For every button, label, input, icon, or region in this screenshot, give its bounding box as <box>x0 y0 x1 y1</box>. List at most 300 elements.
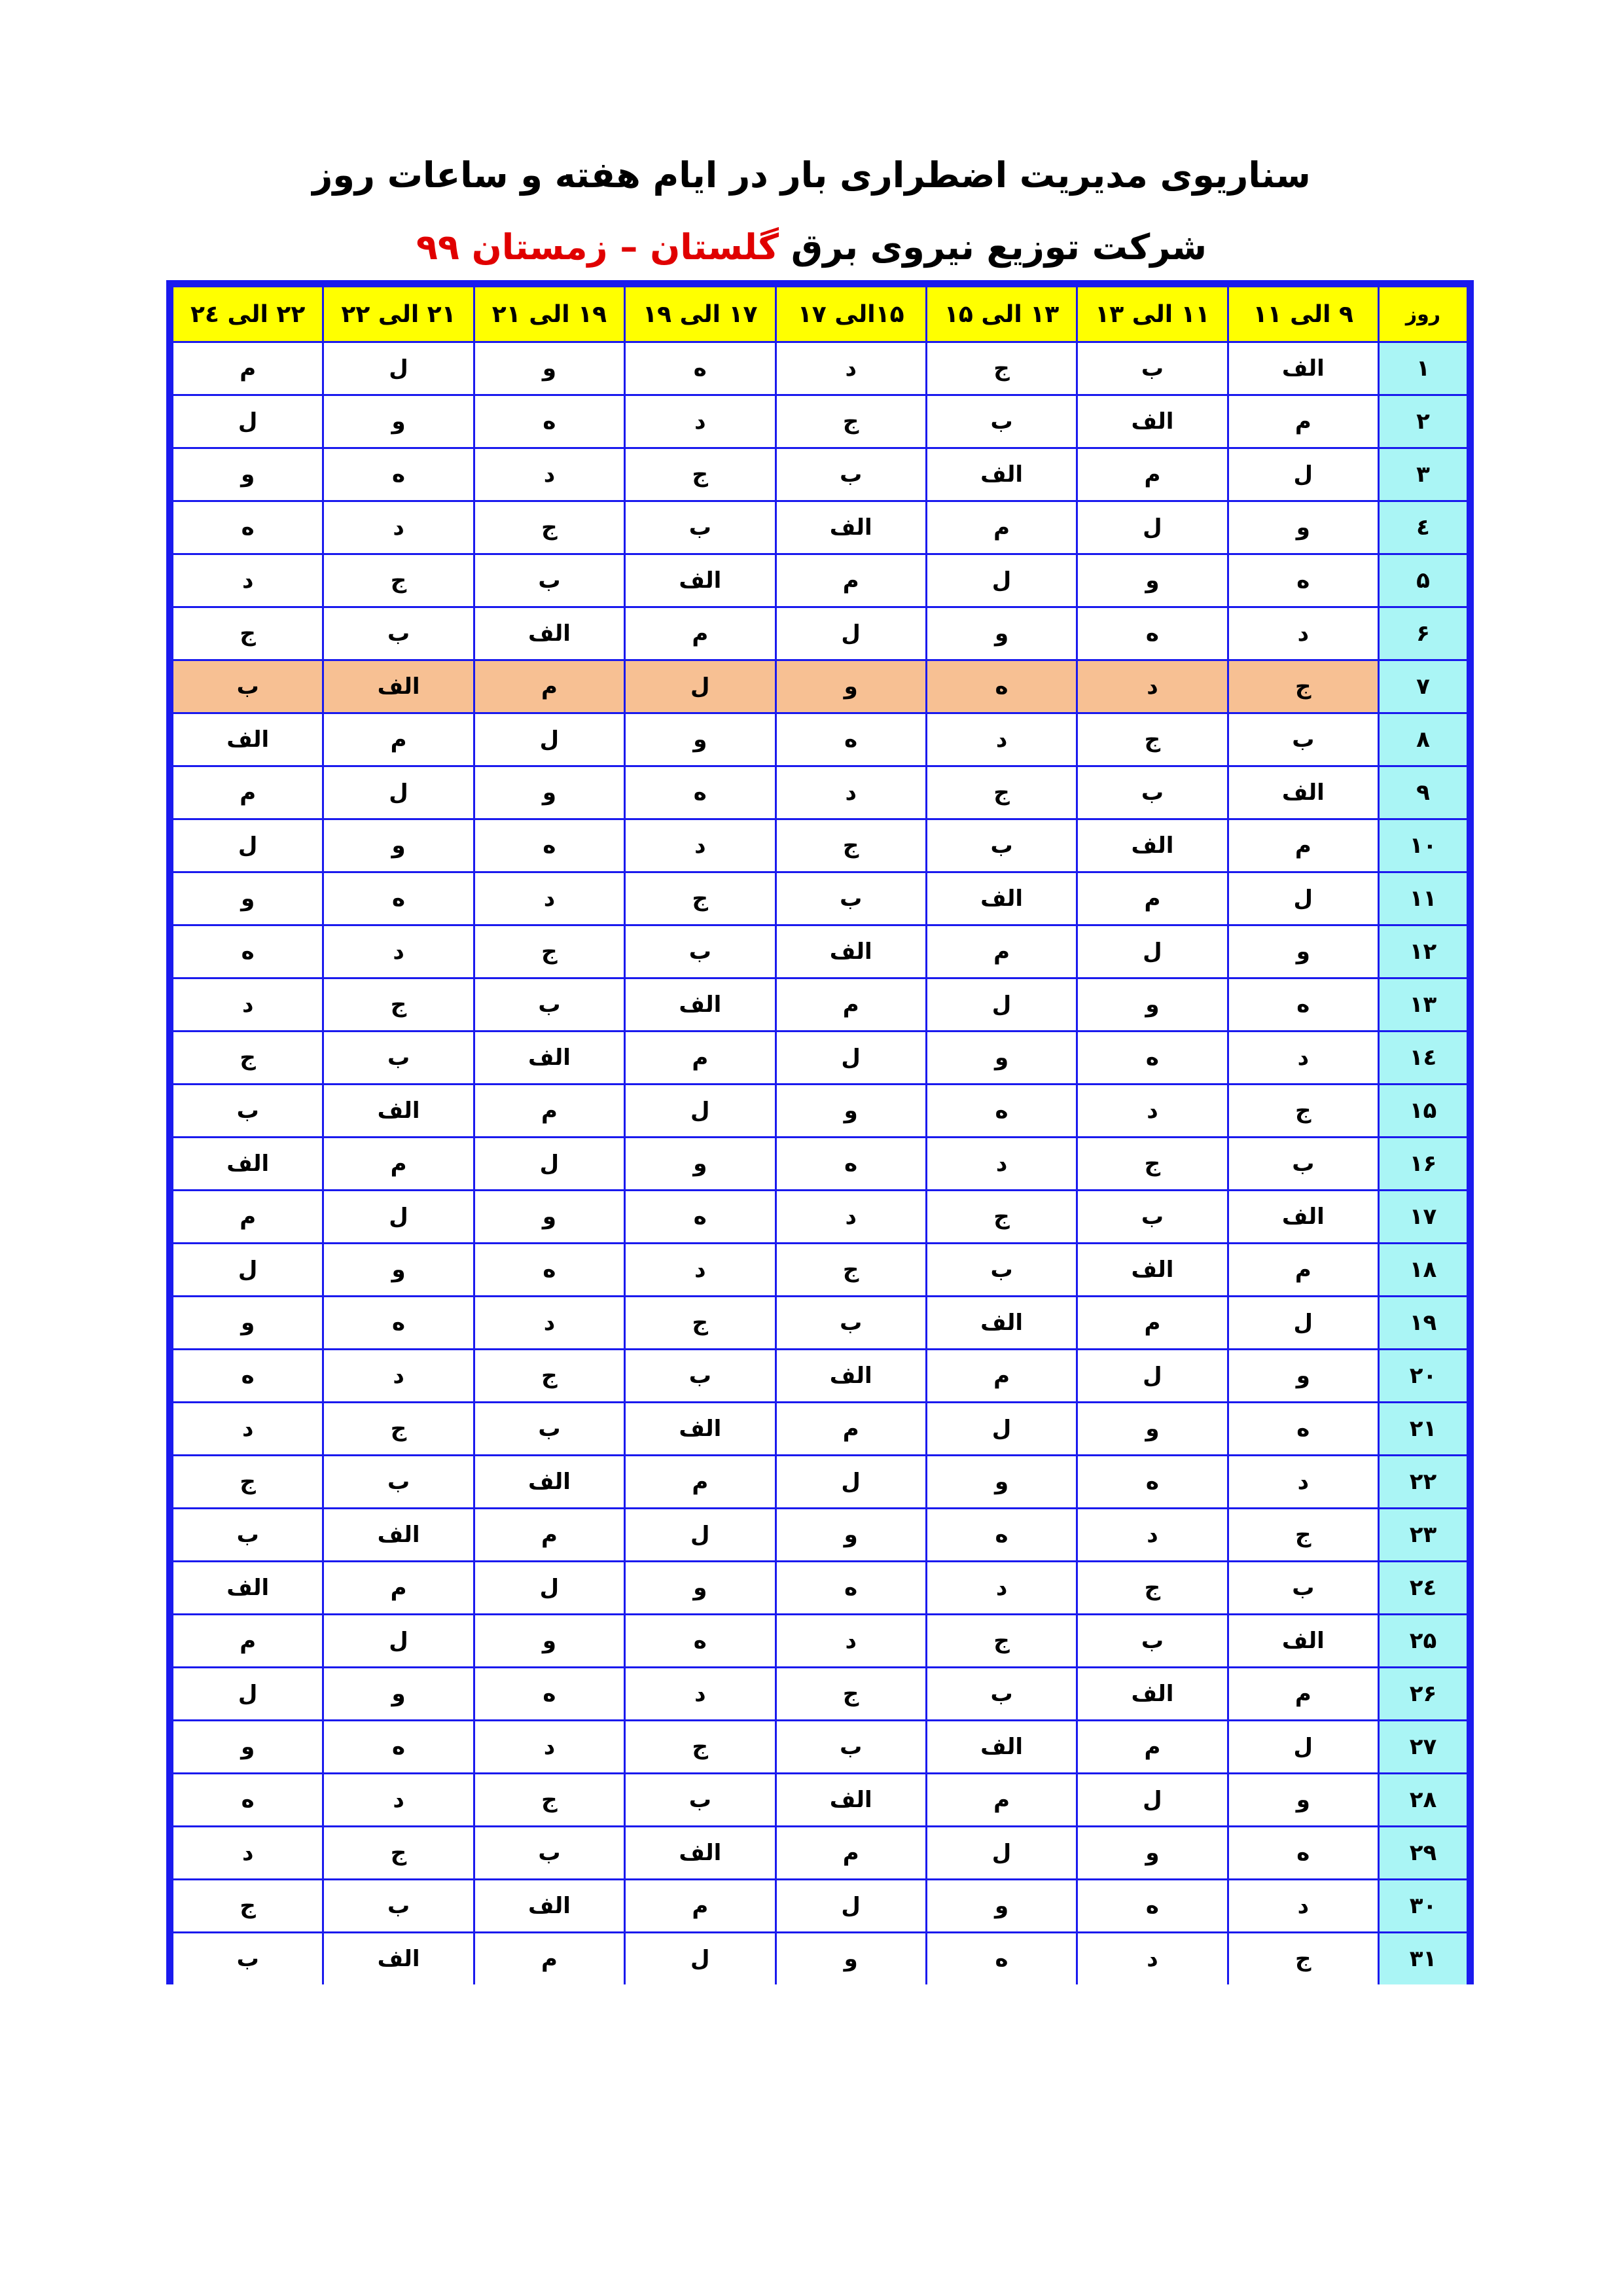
group-cell: و <box>926 1456 1077 1509</box>
group-cell: ب <box>1077 342 1228 395</box>
group-cell: ج <box>926 1191 1077 1244</box>
group-cell: م <box>1077 1721 1228 1774</box>
group-cell: م <box>1077 448 1228 501</box>
table-row <box>173 978 1468 1031</box>
day-number-cell: ۱۸ <box>1379 1244 1468 1297</box>
group-cell: ه <box>625 1191 776 1244</box>
group-cell: ج <box>323 978 474 1031</box>
group-cell: ه <box>474 1668 624 1721</box>
group-cell: ج <box>1228 1085 1378 1138</box>
table-row <box>173 1562 1468 1615</box>
day-number-cell: ۱۲ <box>1379 925 1468 978</box>
group-cell: ه <box>1228 554 1378 607</box>
group-cell: ل <box>926 554 1077 607</box>
group-cell: ه <box>173 1350 323 1403</box>
group-cell: ج <box>926 342 1077 395</box>
table-row <box>173 501 1468 554</box>
group-cell: ل <box>776 1031 926 1085</box>
group-cell: ل <box>474 713 624 766</box>
group-cell: ج <box>323 554 474 607</box>
group-cell: ه <box>776 713 926 766</box>
group-cell: و <box>1228 1350 1378 1403</box>
group-cell: م <box>1228 819 1378 872</box>
group-cell: ب <box>173 1509 323 1562</box>
group-cell: ج <box>776 1668 926 1721</box>
group-cell: د <box>1228 1031 1378 1085</box>
day-number-cell: ۲۵ <box>1379 1615 1468 1668</box>
group-cell: و <box>625 713 776 766</box>
day-number-cell: ۱۱ <box>1379 872 1468 925</box>
group-cell: م <box>625 607 776 660</box>
day-number-cell: ۳۱ <box>1379 1933 1468 1985</box>
group-cell: م <box>474 660 624 713</box>
group-cell: ج <box>323 1827 474 1880</box>
group-cell: ه <box>323 448 474 501</box>
group-cell: ب <box>625 925 776 978</box>
group-cell: ل <box>625 1933 776 1985</box>
group-cell: الف <box>1228 1191 1378 1244</box>
table-row <box>173 1138 1468 1191</box>
group-cell: ه <box>1077 1031 1228 1085</box>
table-row <box>173 1774 1468 1827</box>
group-cell: ج <box>1228 1933 1378 1985</box>
group-cell: ب <box>1228 1138 1378 1191</box>
group-cell: ه <box>625 766 776 819</box>
group-cell: ه <box>323 872 474 925</box>
group-cell: و <box>173 1297 323 1350</box>
group-cell: م <box>776 1827 926 1880</box>
group-cell: ج <box>474 925 624 978</box>
group-cell: د <box>625 1244 776 1297</box>
group-cell: د <box>323 501 474 554</box>
group-cell: ه <box>173 501 323 554</box>
table-row <box>173 872 1468 925</box>
column-header: ۱۵الی ۱۷ <box>776 287 926 342</box>
group-cell: ج <box>173 1031 323 1085</box>
group-cell: د <box>1077 1509 1228 1562</box>
group-cell: م <box>625 1456 776 1509</box>
group-cell: ج <box>1077 1138 1228 1191</box>
group-cell: و <box>926 1880 1077 1933</box>
group-cell: م <box>474 1509 624 1562</box>
group-cell: ه <box>1077 1880 1228 1933</box>
group-cell: ج <box>625 1721 776 1774</box>
group-cell: ه <box>474 1244 624 1297</box>
group-cell: ج <box>323 1403 474 1456</box>
table-row <box>173 1721 1468 1774</box>
group-cell: ج <box>776 819 926 872</box>
group-cell: ل <box>776 1880 926 1933</box>
group-cell: ه <box>474 395 624 448</box>
group-cell: و <box>323 1244 474 1297</box>
group-cell: ب <box>625 1774 776 1827</box>
group-cell: ج <box>926 766 1077 819</box>
group-cell: ل <box>323 342 474 395</box>
group-cell: م <box>926 925 1077 978</box>
group-cell: الف <box>1228 1615 1378 1668</box>
group-cell: و <box>474 766 624 819</box>
group-cell: د <box>926 1562 1077 1615</box>
group-cell: و <box>173 872 323 925</box>
group-cell: الف <box>474 1456 624 1509</box>
table-row <box>173 1244 1468 1297</box>
group-cell: ب <box>1077 1191 1228 1244</box>
group-cell: م <box>173 1191 323 1244</box>
group-cell: ب <box>776 872 926 925</box>
subtitle-company: شرکت توزیع نیروی برق <box>791 226 1207 268</box>
group-cell: د <box>474 448 624 501</box>
group-cell: ل <box>323 1615 474 1668</box>
group-cell: ج <box>776 1244 926 1297</box>
table-row <box>173 607 1468 660</box>
column-header: ۱۹ الی ۲۱ <box>474 287 624 342</box>
table-row <box>173 1403 1468 1456</box>
group-cell: ه <box>776 1138 926 1191</box>
group-cell: د <box>323 925 474 978</box>
group-cell: ج <box>625 872 776 925</box>
group-cell: و <box>926 1031 1077 1085</box>
group-cell: ج <box>625 448 776 501</box>
group-cell: ج <box>474 1350 624 1403</box>
group-cell: د <box>926 713 1077 766</box>
day-number-cell: ۲ <box>1379 395 1468 448</box>
day-number-cell: ۲۶ <box>1379 1668 1468 1721</box>
group-cell: الف <box>323 1509 474 1562</box>
group-cell: د <box>776 342 926 395</box>
group-cell: ه <box>926 1085 1077 1138</box>
group-cell: د <box>1228 1456 1378 1509</box>
table-row <box>173 1085 1468 1138</box>
group-cell: الف <box>776 1774 926 1827</box>
group-cell: ج <box>173 1880 323 1933</box>
table-row <box>173 1456 1468 1509</box>
group-cell: م <box>1228 395 1378 448</box>
group-cell: ب <box>474 554 624 607</box>
day-number-cell: ۲۲ <box>1379 1456 1468 1509</box>
group-cell: ج <box>776 395 926 448</box>
group-cell: ل <box>776 607 926 660</box>
group-cell: م <box>1077 872 1228 925</box>
day-number-cell: ۹ <box>1379 766 1468 819</box>
group-cell: ه <box>474 819 624 872</box>
group-cell: د <box>776 1615 926 1668</box>
group-cell: ب <box>926 395 1077 448</box>
group-cell: ج <box>1077 1562 1228 1615</box>
group-cell: ل <box>173 395 323 448</box>
group-cell: ج <box>474 1774 624 1827</box>
group-cell: ل <box>776 1456 926 1509</box>
table-row <box>173 1668 1468 1721</box>
group-cell: الف <box>474 607 624 660</box>
group-cell: ل <box>1228 1721 1378 1774</box>
group-cell: ه <box>173 925 323 978</box>
group-cell: ب <box>474 978 624 1031</box>
group-cell: و <box>323 819 474 872</box>
table-row <box>173 660 1468 713</box>
group-cell: و <box>173 448 323 501</box>
group-cell: م <box>625 1031 776 1085</box>
group-cell: الف <box>323 1085 474 1138</box>
group-cell: ل <box>173 1668 323 1721</box>
day-number-cell: ۵ <box>1379 554 1468 607</box>
group-cell: م <box>173 342 323 395</box>
group-cell: ه <box>926 660 1077 713</box>
group-cell: ل <box>173 819 323 872</box>
column-header: ۱۷ الی ۱۹ <box>625 287 776 342</box>
group-cell: ل <box>1228 1297 1378 1350</box>
group-cell: ج <box>173 607 323 660</box>
table-body <box>173 342 1468 1985</box>
day-number-cell: ۱۳ <box>1379 978 1468 1031</box>
group-cell: ه <box>1228 978 1378 1031</box>
day-number-cell: ۱٤ <box>1379 1031 1468 1085</box>
day-number-cell: ۲٤ <box>1379 1562 1468 1615</box>
group-cell: ه <box>926 1933 1077 1985</box>
group-cell: م <box>926 1774 1077 1827</box>
group-cell: د <box>474 1297 624 1350</box>
group-cell: م <box>625 1880 776 1933</box>
group-cell: ب <box>323 1456 474 1509</box>
group-cell: و <box>926 607 1077 660</box>
group-cell: و <box>776 1085 926 1138</box>
group-cell: ه <box>323 1297 474 1350</box>
day-number-cell: ۶ <box>1379 607 1468 660</box>
table-row <box>173 766 1468 819</box>
group-cell: و <box>474 1615 624 1668</box>
day-number-cell: ۱ <box>1379 342 1468 395</box>
group-cell: د <box>173 1403 323 1456</box>
group-cell: ج <box>474 501 624 554</box>
subtitle-region: گلستان – زمستان ۹۹ <box>416 226 779 268</box>
group-cell: د <box>625 395 776 448</box>
group-cell: د <box>1228 607 1378 660</box>
table-row <box>173 342 1468 395</box>
group-cell: د <box>776 766 926 819</box>
table-row <box>173 1827 1468 1880</box>
group-cell: و <box>323 395 474 448</box>
group-cell: ل <box>323 1191 474 1244</box>
group-cell: و <box>776 660 926 713</box>
group-cell: ب <box>173 1085 323 1138</box>
group-cell: ب <box>625 501 776 554</box>
group-cell: الف <box>173 713 323 766</box>
group-cell: ل <box>926 1827 1077 1880</box>
group-cell: ه <box>625 342 776 395</box>
group-cell: م <box>776 978 926 1031</box>
group-cell: ل <box>926 1403 1077 1456</box>
group-cell: ب <box>776 1721 926 1774</box>
group-cell: ه <box>926 1509 1077 1562</box>
table-row <box>173 925 1468 978</box>
column-header: ۲۱ الی ۲۲ <box>323 287 474 342</box>
group-cell: د <box>1077 1933 1228 1985</box>
group-cell: الف <box>1077 395 1228 448</box>
day-column-header: روز <box>1379 287 1468 342</box>
day-number-cell: ۳ <box>1379 448 1468 501</box>
group-cell: د <box>474 1721 624 1774</box>
group-cell: ل <box>625 1085 776 1138</box>
group-cell: الف <box>173 1138 323 1191</box>
day-number-cell: ۸ <box>1379 713 1468 766</box>
group-cell: د <box>625 819 776 872</box>
table-row <box>173 819 1468 872</box>
table-row <box>173 1509 1468 1562</box>
group-cell: الف <box>926 1297 1077 1350</box>
group-cell: و <box>625 1562 776 1615</box>
group-cell: د <box>625 1668 776 1721</box>
group-cell: ب <box>173 660 323 713</box>
column-header: ۱۱ الی ۱۳ <box>1077 287 1228 342</box>
group-cell: ل <box>474 1138 624 1191</box>
page-subtitle <box>0 221 1623 274</box>
group-cell: الف <box>926 1721 1077 1774</box>
group-cell: الف <box>776 501 926 554</box>
group-cell: ل <box>1228 448 1378 501</box>
group-cell: ج <box>1077 713 1228 766</box>
group-cell: الف <box>926 872 1077 925</box>
group-cell: م <box>926 501 1077 554</box>
table-row <box>173 395 1468 448</box>
group-cell: ه <box>173 1774 323 1827</box>
table-header-row <box>173 287 1468 342</box>
group-cell: الف <box>323 660 474 713</box>
group-cell: د <box>474 872 624 925</box>
day-number-cell: ۲۷ <box>1379 1721 1468 1774</box>
day-number-cell: ۷ <box>1379 660 1468 713</box>
group-cell: م <box>474 1085 624 1138</box>
group-cell: ب <box>926 1668 1077 1721</box>
group-cell: الف <box>625 554 776 607</box>
group-cell: ج <box>173 1456 323 1509</box>
group-cell: الف <box>625 978 776 1031</box>
group-cell: الف <box>926 448 1077 501</box>
group-cell: م <box>776 554 926 607</box>
group-cell: الف <box>474 1880 624 1933</box>
group-cell: ب <box>776 1297 926 1350</box>
column-header: ۹ الی ۱۱ <box>1228 287 1378 342</box>
group-cell: ل <box>173 1244 323 1297</box>
day-number-cell: ۲۹ <box>1379 1827 1468 1880</box>
group-cell: ب <box>1077 1615 1228 1668</box>
table-row <box>173 448 1468 501</box>
load-management-table <box>171 285 1469 1984</box>
group-cell: ب <box>323 1880 474 1933</box>
group-cell: ج <box>926 1615 1077 1668</box>
group-cell: ب <box>323 1031 474 1085</box>
group-cell: و <box>1228 1774 1378 1827</box>
group-cell: ب <box>926 819 1077 872</box>
group-cell: ل <box>1077 501 1228 554</box>
day-number-cell: ٤ <box>1379 501 1468 554</box>
group-cell: ب <box>474 1827 624 1880</box>
group-cell: و <box>474 342 624 395</box>
group-cell: و <box>1228 925 1378 978</box>
table-row <box>173 1191 1468 1244</box>
group-cell: و <box>1077 554 1228 607</box>
group-cell: ل <box>1077 925 1228 978</box>
group-cell: الف <box>323 1933 474 1985</box>
group-cell: ه <box>323 1721 474 1774</box>
group-cell: م <box>323 713 474 766</box>
group-cell: ه <box>1077 607 1228 660</box>
group-cell: ب <box>173 1933 323 1985</box>
group-cell: م <box>323 1562 474 1615</box>
group-cell: و <box>776 1933 926 1985</box>
table-row <box>173 1933 1468 1985</box>
group-cell: ل <box>625 1509 776 1562</box>
day-number-cell: ۳۰ <box>1379 1880 1468 1933</box>
schedule-table-container <box>166 280 1474 1984</box>
day-number-cell: ۱۵ <box>1379 1085 1468 1138</box>
group-cell: ه <box>1228 1827 1378 1880</box>
group-cell: الف <box>625 1403 776 1456</box>
group-cell: د <box>173 554 323 607</box>
table-row <box>173 1297 1468 1350</box>
day-number-cell: ۲۱ <box>1379 1403 1468 1456</box>
group-cell: و <box>323 1668 474 1721</box>
group-cell: ه <box>1077 1456 1228 1509</box>
group-cell: د <box>173 978 323 1031</box>
group-cell: الف <box>173 1562 323 1615</box>
group-cell: ب <box>474 1403 624 1456</box>
group-cell: ل <box>1077 1774 1228 1827</box>
group-cell: ج <box>625 1297 776 1350</box>
page-title: سناریوی مدیریت اضطراری بار در ایام هفته و ساعات روز <box>312 154 1311 196</box>
group-cell: و <box>1077 1827 1228 1880</box>
group-cell: الف <box>776 925 926 978</box>
group-cell: ب <box>1228 1562 1378 1615</box>
group-cell: ل <box>1077 1350 1228 1403</box>
table-row <box>173 554 1468 607</box>
group-cell: و <box>1077 978 1228 1031</box>
table-row <box>173 713 1468 766</box>
group-cell: الف <box>474 1031 624 1085</box>
group-cell: د <box>776 1191 926 1244</box>
group-cell: د <box>323 1774 474 1827</box>
group-cell: و <box>1077 1403 1228 1456</box>
group-cell: ب <box>323 607 474 660</box>
group-cell: ج <box>1228 1509 1378 1562</box>
group-cell: و <box>1228 501 1378 554</box>
group-cell: ب <box>1228 713 1378 766</box>
group-cell: و <box>776 1509 926 1562</box>
group-cell: الف <box>1077 819 1228 872</box>
group-cell: ب <box>776 448 926 501</box>
day-number-cell: ۱۷ <box>1379 1191 1468 1244</box>
group-cell: د <box>1077 1085 1228 1138</box>
group-cell: د <box>1228 1880 1378 1933</box>
group-cell: و <box>474 1191 624 1244</box>
group-cell: الف <box>625 1827 776 1880</box>
table-row <box>173 1615 1468 1668</box>
group-cell: الف <box>1228 766 1378 819</box>
group-cell: ه <box>625 1615 776 1668</box>
group-cell: الف <box>1077 1668 1228 1721</box>
group-cell: ب <box>926 1244 1077 1297</box>
group-cell: ه <box>776 1562 926 1615</box>
table-row <box>173 1350 1468 1403</box>
group-cell: ج <box>1228 660 1378 713</box>
day-number-cell: ۱۹ <box>1379 1297 1468 1350</box>
group-cell: م <box>776 1403 926 1456</box>
group-cell: ل <box>1228 872 1378 925</box>
day-number-cell: ۲۳ <box>1379 1509 1468 1562</box>
column-header: ۱۳ الی ۱۵ <box>926 287 1077 342</box>
table-row <box>173 1031 1468 1085</box>
day-number-cell: ۲۰ <box>1379 1350 1468 1403</box>
group-cell: د <box>173 1827 323 1880</box>
group-cell: م <box>1228 1668 1378 1721</box>
